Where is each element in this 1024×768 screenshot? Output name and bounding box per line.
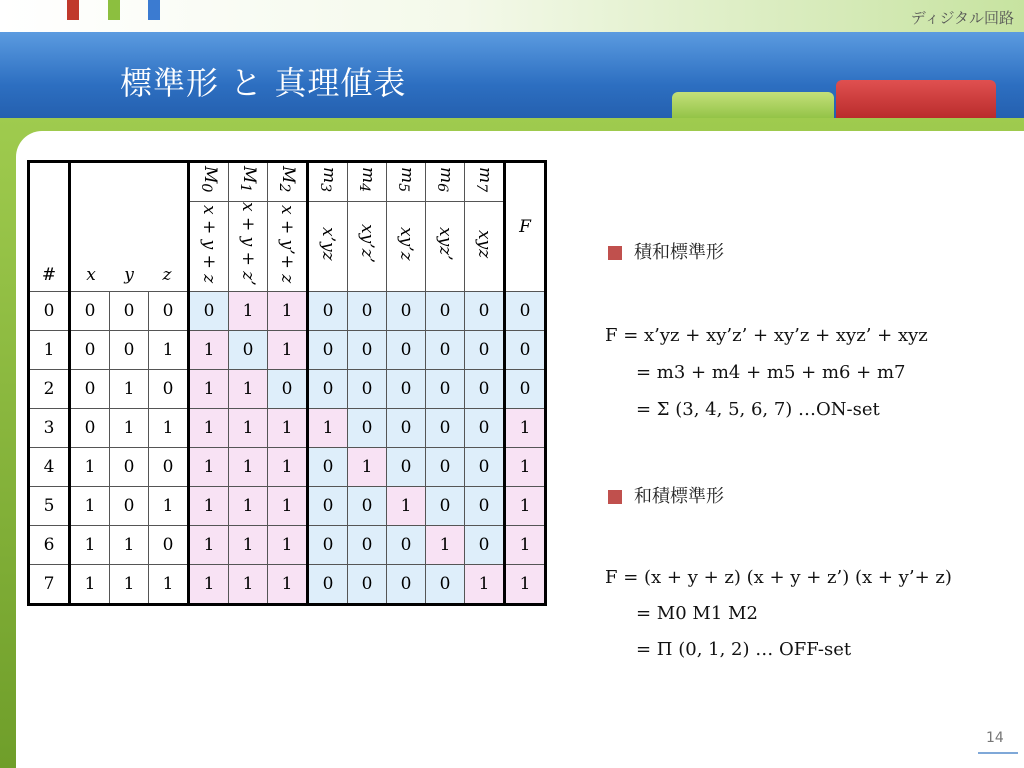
z-header: z [162, 264, 172, 285]
minterm-cell: 0 [308, 330, 348, 369]
x-cell: 1 [70, 486, 110, 525]
minterm-expr-6: xyz’ [426, 202, 465, 292]
minterm-cell: 0 [308, 525, 348, 564]
sop-equation-line1: F = x’yz + xy’z’ + xy’z + xyz’ + xyz [605, 325, 928, 346]
minterm-cell: 0 [426, 291, 465, 330]
row-index-cell: 2 [29, 369, 70, 408]
maxterm-cell: 1 [229, 369, 268, 408]
F-cell: 1 [505, 486, 546, 525]
x-cell: 1 [70, 447, 110, 486]
minterm-cell: 0 [426, 369, 465, 408]
y-cell: 0 [110, 486, 149, 525]
x-cell: 0 [70, 330, 110, 369]
y-cell: 0 [110, 291, 149, 330]
course-title: ディジタル回路 [910, 9, 1014, 27]
y-cell: 0 [110, 330, 149, 369]
y-cell: 1 [110, 564, 149, 604]
minterm-expr-5: xy’z [387, 202, 426, 292]
minterm-cell: 0 [387, 330, 426, 369]
maxterm-cell: 1 [229, 291, 268, 330]
pos-equation-line3: = Π (0, 1, 2) … OFF-set [636, 639, 852, 660]
minterm-cell: 0 [387, 291, 426, 330]
page-number: 14 [986, 730, 1004, 746]
minterm-expr-7: xyz [465, 202, 505, 292]
F-cell: 1 [505, 447, 546, 486]
y-cell: 1 [110, 525, 149, 564]
sop-heading-text: 積和標準形 [634, 242, 724, 263]
maxterm-cell: 1 [268, 486, 308, 525]
minterm-cell: 0 [308, 447, 348, 486]
maxterm-cell: 1 [189, 564, 229, 604]
row-index-cell: 6 [29, 525, 70, 564]
bullet-square-icon [608, 490, 622, 504]
table-row [29, 486, 546, 525]
minterm-cell: 0 [308, 291, 348, 330]
F-cell: 0 [505, 330, 546, 369]
maxterm-cell: 1 [229, 447, 268, 486]
minterm-name-3: $m_3$ [308, 162, 348, 202]
minterm-cell: 0 [465, 486, 505, 525]
var-header [70, 162, 189, 292]
minterm-cell: 0 [465, 291, 505, 330]
maxterm-expr-1: x + y + z’ [229, 202, 268, 292]
row-index-cell: 3 [29, 408, 70, 447]
maxterm-cell: 1 [229, 564, 268, 604]
minterm-cell: 0 [387, 525, 426, 564]
minterm-cell: 0 [348, 486, 387, 525]
minterm-cell: 1 [465, 564, 505, 604]
minterm-expr-3: x’yz [308, 202, 348, 292]
minterm-cell: 0 [348, 369, 387, 408]
F-cell: 1 [505, 564, 546, 604]
maxterm-cell: 1 [189, 525, 229, 564]
minterm-name-4: $m_4$ [348, 162, 387, 202]
maxterm-cell: 0 [229, 330, 268, 369]
minterm-cell: 1 [426, 525, 465, 564]
sop-heading [608, 238, 724, 264]
F-cell: 1 [505, 408, 546, 447]
minterm-cell: 0 [387, 447, 426, 486]
z-cell: 0 [149, 525, 189, 564]
minterm-cell: 0 [465, 369, 505, 408]
minterm-cell: 0 [348, 330, 387, 369]
pos-heading-text: 和積標準形 [634, 486, 724, 507]
maxterm-cell: 1 [268, 408, 308, 447]
row-index-cell: 4 [29, 447, 70, 486]
pos-equation-line1: F = (x + y + z) (x + y + z’) (x + y’+ z) [605, 567, 952, 588]
maxterm-cell: 1 [189, 369, 229, 408]
minterm-cell: 1 [348, 447, 387, 486]
minterm-cell: 0 [465, 408, 505, 447]
truth-table [27, 160, 547, 606]
pos-heading [608, 482, 724, 508]
maxterm-expr-2: x + y’+ z [268, 202, 308, 292]
blue-deco-bar [148, 0, 160, 20]
row-index-cell: 7 [29, 564, 70, 604]
maxterm-cell: 1 [189, 330, 229, 369]
table-row [29, 525, 546, 564]
red-deco-bar [67, 0, 79, 20]
x-header: x [86, 264, 96, 285]
table-row [29, 564, 546, 604]
y-cell: 1 [110, 369, 149, 408]
minterm-cell: 0 [387, 369, 426, 408]
minterm-expr-4: xy’z’ [348, 202, 387, 292]
table-row [29, 447, 546, 486]
maxterm-cell: 1 [189, 486, 229, 525]
minterm-cell: 0 [348, 291, 387, 330]
slide-title: 標準形 と 真理値表 [120, 64, 407, 102]
truth-table-body [29, 291, 546, 604]
table-row [29, 291, 546, 330]
table-row [29, 369, 546, 408]
minterm-cell: 1 [308, 408, 348, 447]
F-header: F [505, 162, 546, 292]
row-index-cell: 5 [29, 486, 70, 525]
minterm-cell: 0 [465, 525, 505, 564]
minterm-cell: 1 [387, 486, 426, 525]
minterm-name-5: $m_5$ [387, 162, 426, 202]
table-row [29, 408, 546, 447]
maxterm-cell: 0 [268, 369, 308, 408]
x-cell: 0 [70, 408, 110, 447]
maxterm-cell: 1 [268, 330, 308, 369]
maxterm-name-2: $M_2$ [268, 162, 308, 202]
sop-equation-line2: = m3 + m4 + m5 + m6 + m7 [636, 362, 906, 383]
minterm-cell: 0 [348, 408, 387, 447]
z-cell: 1 [149, 564, 189, 604]
row-index-cell: 1 [29, 330, 70, 369]
pos-equation-line2: = M0 M1 M2 [636, 603, 758, 624]
minterm-cell: 0 [426, 486, 465, 525]
minterm-cell: 0 [465, 330, 505, 369]
bullet-square-icon [608, 246, 622, 260]
row-index-cell: 0 [29, 291, 70, 330]
F-cell: 1 [505, 525, 546, 564]
z-cell: 0 [149, 447, 189, 486]
x-cell: 1 [70, 564, 110, 604]
maxterm-cell: 1 [189, 447, 229, 486]
z-cell: 0 [149, 291, 189, 330]
minterm-cell: 0 [348, 564, 387, 604]
maxterm-expr-0: x + y + z [189, 202, 229, 292]
maxterm-cell: 1 [268, 525, 308, 564]
maxterm-cell: 1 [189, 408, 229, 447]
maxterm-cell: 1 [268, 291, 308, 330]
minterm-cell: 0 [348, 525, 387, 564]
minterm-cell: 0 [308, 486, 348, 525]
maxterm-cell: 1 [229, 408, 268, 447]
minterm-cell: 0 [426, 564, 465, 604]
y-cell: 1 [110, 408, 149, 447]
minterm-cell: 0 [387, 408, 426, 447]
maxterm-name-1: $M_1$ [229, 162, 268, 202]
z-cell: 1 [149, 330, 189, 369]
x-cell: 1 [70, 525, 110, 564]
z-cell: 0 [149, 369, 189, 408]
minterm-cell: 0 [426, 408, 465, 447]
maxterm-cell: 1 [268, 447, 308, 486]
minterm-name-7: $m_7$ [465, 162, 505, 202]
x-cell: 0 [70, 291, 110, 330]
table-row [29, 330, 546, 369]
F-cell: 0 [505, 369, 546, 408]
minterm-cell: 0 [426, 330, 465, 369]
sop-equation-line3: = Σ (3, 4, 5, 6, 7) …ON-set [636, 399, 880, 420]
top-band [0, 0, 1024, 32]
F-cell: 0 [505, 291, 546, 330]
minterm-name-6: $m_6$ [426, 162, 465, 202]
maxterm-cell: 1 [229, 486, 268, 525]
z-cell: 1 [149, 408, 189, 447]
y-header: y [124, 264, 134, 285]
minterm-cell: 0 [308, 369, 348, 408]
green-deco-bar [108, 0, 120, 20]
maxterm-cell: 1 [268, 564, 308, 604]
minterm-cell: 0 [465, 447, 505, 486]
index-header: # [29, 162, 70, 292]
maxterm-cell: 1 [229, 525, 268, 564]
y-cell: 0 [110, 447, 149, 486]
z-cell: 1 [149, 486, 189, 525]
red-tab-deco [836, 80, 996, 122]
page-number-underline [978, 752, 1018, 754]
minterm-cell: 0 [387, 564, 426, 604]
minterm-cell: 0 [308, 564, 348, 604]
x-cell: 0 [70, 369, 110, 408]
minterm-cell: 0 [426, 447, 465, 486]
maxterm-name-0: $M_0$ [189, 162, 229, 202]
maxterm-cell: 0 [189, 291, 229, 330]
